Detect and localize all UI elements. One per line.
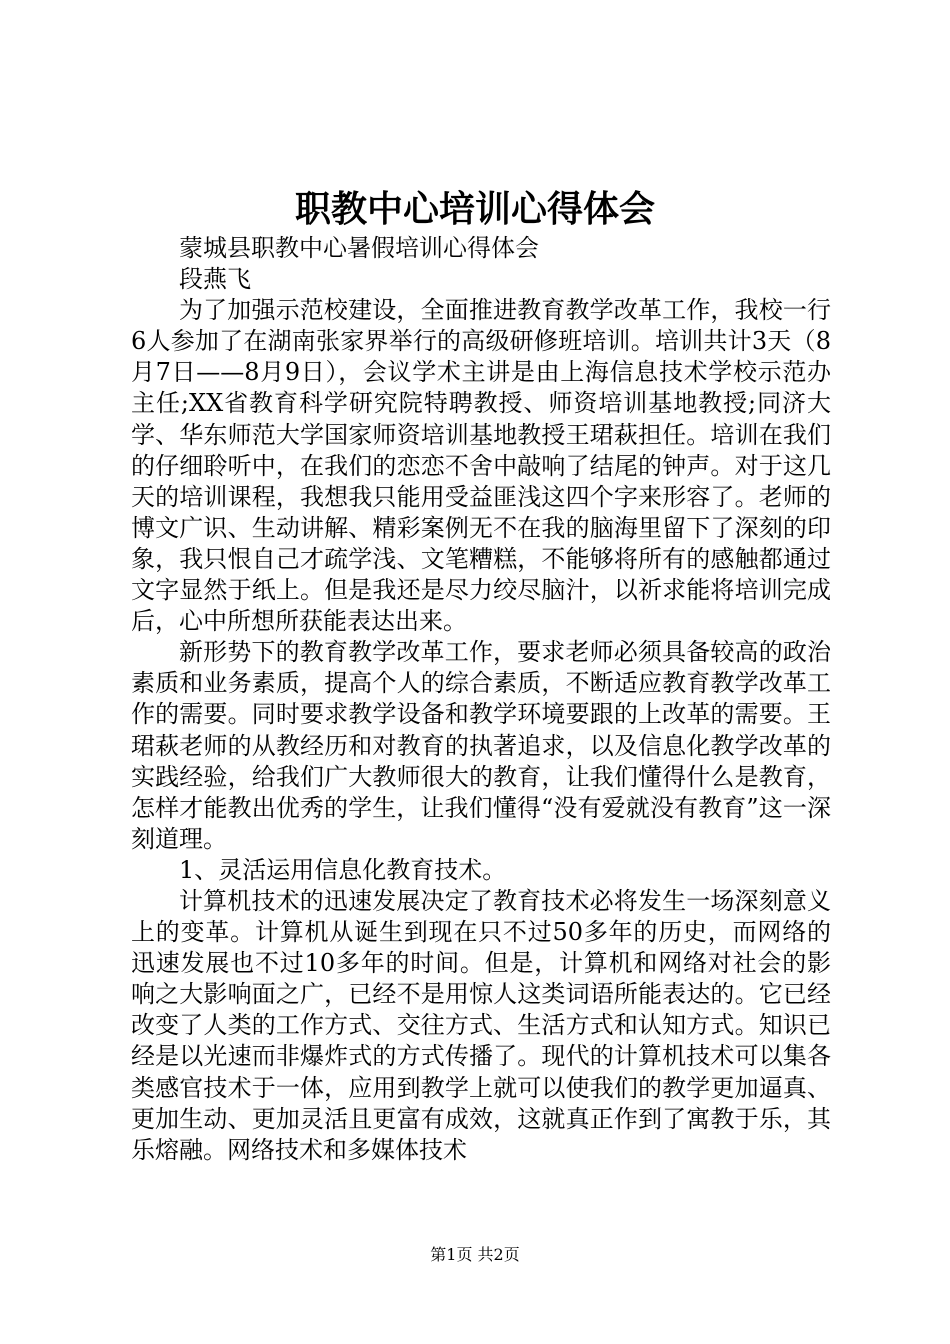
document-body	[131, 233, 831, 1166]
paragraph: 为了加强示范校建设，全面推进教育教学改革工作，我校一行6人参加了在湖南张家界举行的高级研修班培训。培训共计3天（8月7日——8月9日），会议学术主讲是由上海信息技术学校示范办主任;XX省教育科学研究院特聘教授、师资培训基地教授;同济大学、华东师范大学国家师资培训基地教授王珺萩担任。培训在我们的仔细聆听中，在我们的恋恋不舍中敲响了结尾的钟声。对于这几天的培训课程，我想我只能用受益匪浅这四个字来形容了。老师的博文广识、生动讲解、精彩案例无不在我的脑海里留下了深刻的印象，我只恨自己才疏学浅、文笔糟糕，不能够将所有的感触都通过文字显然于纸上。但是我还是尽力绞尽脑汁，以祈求能将培训完成后，心中所想所获能表达出来。	[131, 296, 831, 636]
section-heading: 1、灵活运用信息化教育技术。	[179, 855, 507, 884]
page-title: 职教中心培训心得体会	[294, 188, 655, 230]
paragraph: 计算机技术的迅速发展决定了教育技术必将发生一场深刻意义上的变革。计算机从诞生到现在只不过50多年的历史，而网络的迅速发展也不过10多年的时间。但是，计算机和网络对社会的影响之大影响面之广，已经不是用惊人这类词语所能表达的。它已经改变了人类的工作方式、交往方式、生活方式和认知方式。知识已经是以光速而非爆炸式的方式传播了。现代的计算机技术可以集各类感官技术于一体，应用到教学上就可以使我们的教学更加逼真、更加生动、更加灵活且更富有成效，这就真正作到了寓教于乐，其乐熔融。网络技术和多媒体技术	[131, 886, 831, 1164]
paragraph: 新形势下的教育教学改革工作，要求老师必须具备较高的政治素质和业务素质，提高个人的综合素质，不断适应教育教学改革工作的需要。同时要求教学设备和教学环境要跟的上改革的需要。王珺萩老师的从教经历和对教育的执著追求，以及信息化教学改革的实践经验，给我们广大教师很大的教育，让我们懂得什么是教育，怎样才能教出优秀的学生，让我们懂得“没有爱就没有教育”这一深刻道理。	[131, 638, 831, 853]
subtitle-line: 蒙城县职教中心暑假培训心得体会	[179, 234, 539, 262]
page-footer: 第1页 共2页	[430, 1245, 520, 1264]
author-line: 段燕飞	[179, 265, 251, 294]
